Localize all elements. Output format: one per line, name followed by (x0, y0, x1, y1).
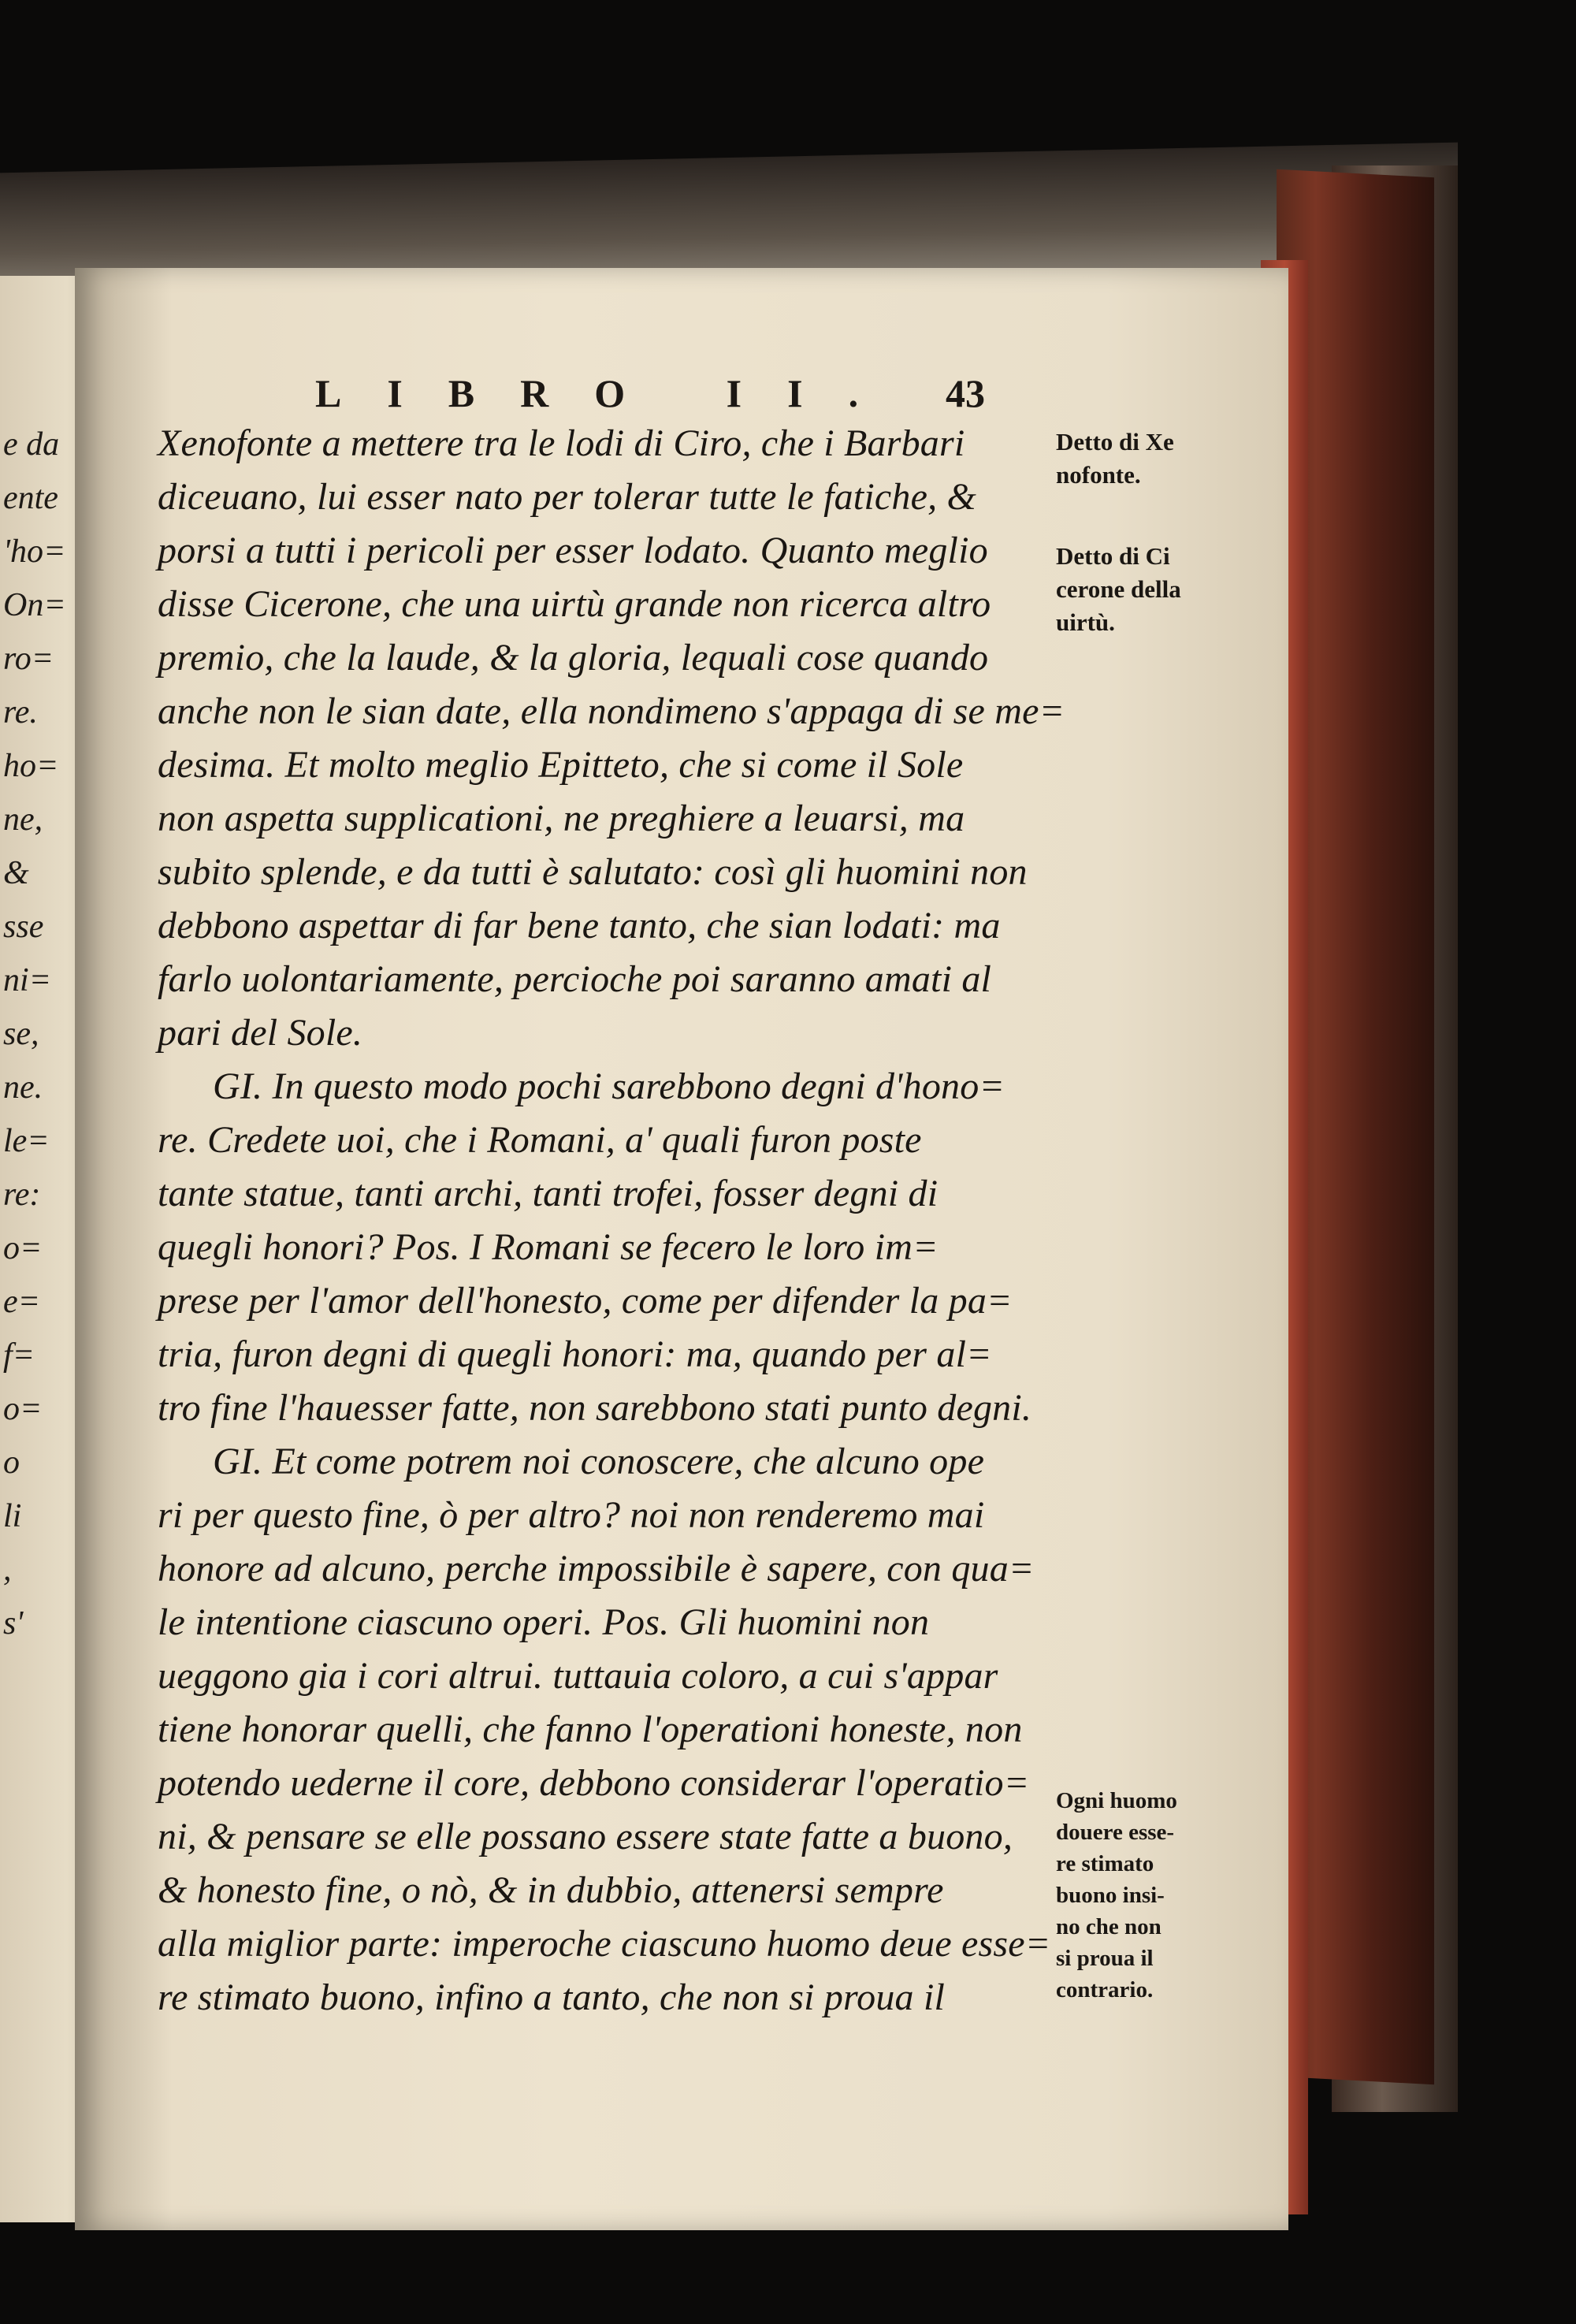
left-fragment: ente (3, 480, 58, 516)
text-line: re stimato buono, infino a tanto, che non si proua il (158, 1976, 946, 2018)
text-line: Xenofonte a mettere tra le lodi di Ciro, che i Barbari (158, 422, 965, 464)
left-fragment: & (3, 855, 29, 891)
text-line: & honesto fine, o nò, & in dubbio, attenersi sempre (158, 1869, 944, 1911)
left-fragment: sse (3, 909, 44, 945)
text-line: disse Cicerone, che una uirtù grande non ricerca altro (158, 583, 991, 625)
left-fragment: re: (3, 1177, 41, 1213)
text-line: farlo uolontariamente, percioche poi saranno amati al (158, 958, 992, 1000)
left-fragment: ne. (3, 1069, 43, 1106)
text-line: tiene honorar quelli, che fanno l'operationi honeste, non (158, 1709, 1023, 1750)
text-line: diceuano, lui esser nato per tolerar tutte le fatiche, & (158, 476, 977, 518)
text-line: tria, furon degni di quegli honori: ma, quando per al= (158, 1333, 992, 1375)
running-head: LIBRO II. (315, 371, 905, 415)
page-number: 43 (946, 371, 985, 415)
text-line: debbono aspettar di far bene tanto, che sian lodati: ma (158, 905, 1001, 946)
left-fragment: s' (3, 1605, 24, 1642)
text-line: prese per l'amor dell'honesto, come per difender la pa= (158, 1280, 1013, 1322)
left-fragment: se, (3, 1016, 39, 1052)
text-line: potendo uederne il core, debbono considerar l'operatio= (158, 1762, 1030, 1804)
left-fragment: , (3, 1552, 12, 1588)
text-line: re. Credete uoi, che i Romani, a' quali furon poste (158, 1119, 922, 1161)
marginal-note: Ogni huomo douere esse- re stimato buono insi- no che non si proua il contrario. (1056, 1788, 1177, 2002)
left-fragment: o (3, 1445, 20, 1481)
marginal-note: Detto di Xe nofonte. (1056, 428, 1174, 489)
text-line: pari del Sole. (158, 1012, 363, 1054)
text-line: honore ad alcuno, perche impossibile è sapere, con qua= (158, 1548, 1035, 1590)
left-fragment: e= (3, 1284, 40, 1320)
text-line: premio, che la laude, & la gloria, lequali cose quando (158, 637, 989, 679)
left-fragment: ni= (3, 962, 52, 998)
text-line: non aspetta supplicationi, ne preghiere a leuarsi, ma (158, 798, 965, 839)
left-fragment: ne, (3, 801, 43, 838)
text-line: tro fine l'hauesser fatte, non sarebbono stati punto degni. (158, 1387, 1032, 1429)
left-fragment: li (3, 1498, 22, 1534)
text-line: ni, & pensare se elle possano essere state fatte a buono, (158, 1816, 1013, 1857)
left-fragment: le= (3, 1123, 50, 1159)
left-fragment: ho= (3, 748, 59, 784)
text-line: GI. In questo modo pochi sarebbono degni d'hono= (213, 1065, 1005, 1107)
text-line: tante statue, tanti archi, tanti trofei, fosser degni di (158, 1173, 939, 1214)
text-line: subito splende, e da tutti è salutato: così gli huomini non (158, 851, 1028, 893)
left-fragment: ro= (3, 641, 54, 677)
text-line: le intentione ciascuno operi. Pos. Gli huomini non (158, 1601, 930, 1643)
text-line: anche non le sian date, ella nondimeno s'appaga di se me= (158, 690, 1065, 732)
left-fragment: e da (3, 426, 60, 463)
text-line: ueggono gia i cori altrui. tuttauia coloro, a cui s'appar (158, 1655, 998, 1697)
text-line: GI. Et come potrem noi conoscere, che alcuno ope (213, 1441, 985, 1482)
text-line: quegli honori? Pos. I Romani se fecero le loro im= (158, 1226, 939, 1268)
marginal-note: Detto di Ci cerone della uirtù. (1056, 542, 1181, 636)
left-fragment: o= (3, 1391, 43, 1427)
left-fragment: f= (3, 1337, 35, 1374)
text-line: porsi a tutti i pericoli per esser lodato. Quanto meglio (158, 530, 988, 571)
left-fragment: On= (3, 587, 66, 623)
text-line: alla miglior parte: imperoche ciascuno huomo deue esse= (158, 1923, 1051, 1965)
text-line: desima. Et molto meglio Epitteto, che si come il Sole (158, 744, 964, 786)
left-fragment: re. (3, 694, 38, 731)
left-fragment: o= (3, 1230, 43, 1266)
left-fragment: 'ho= (3, 534, 66, 570)
text-line: ri per questo fine, ò per altro? noi non renderemo mai (158, 1494, 985, 1536)
